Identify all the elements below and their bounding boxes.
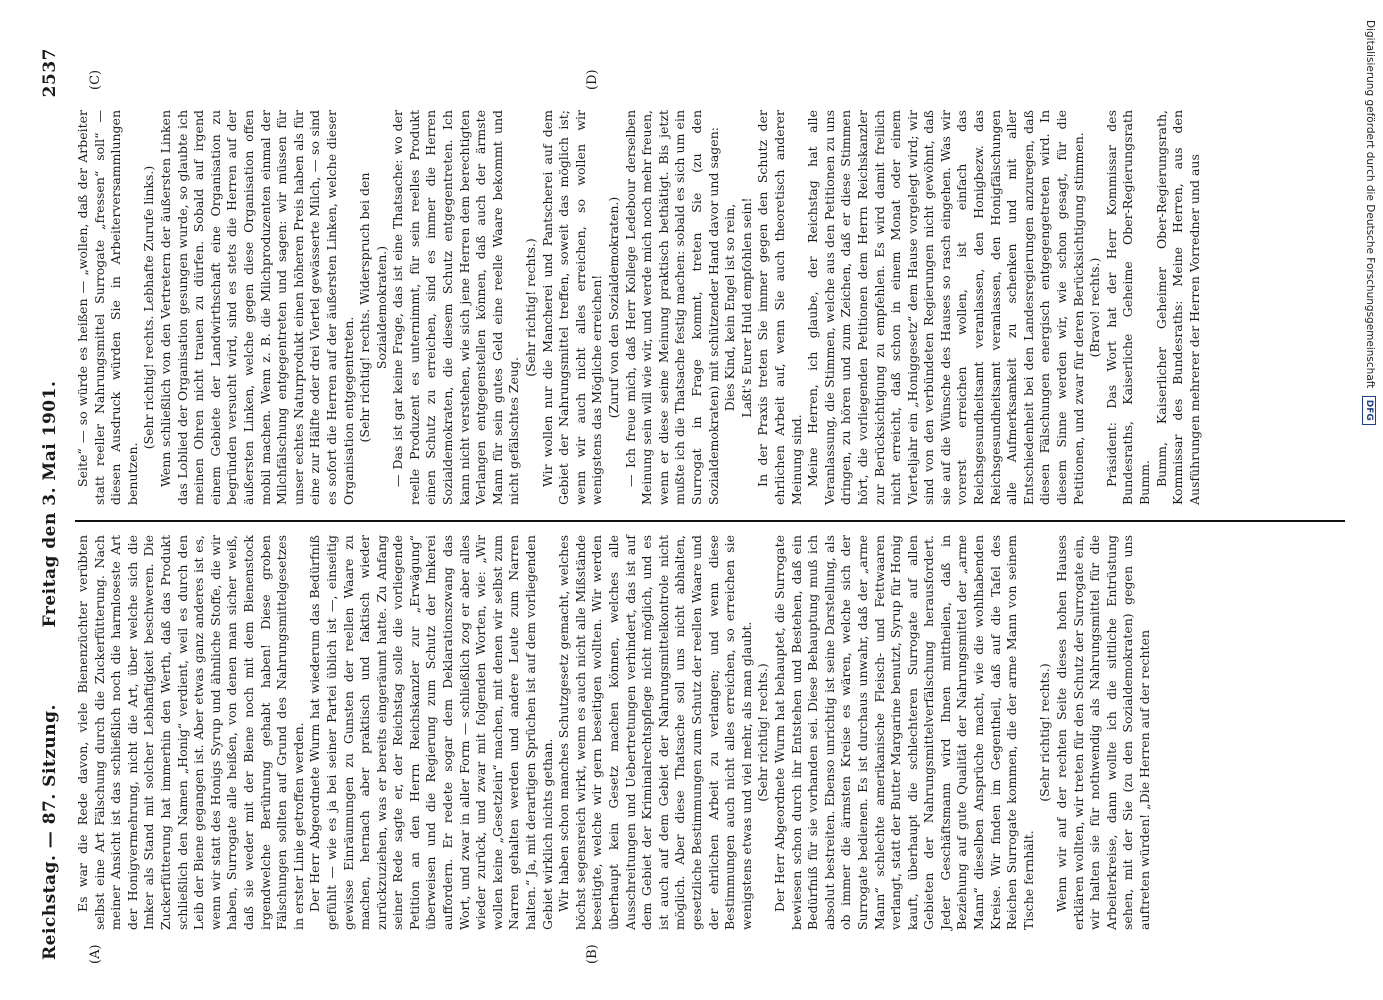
verse-line: Dies Kind, kein Engel ist so rein, [722, 203, 738, 412]
paragraph: Wenn wir auf der rechten Seite dieses hohen Hauses erklären wollten, wir treten für den Schutz der Surrogate ein, wir halten sie für nothwendig als Nahrungsmittel für die Arbeiterkreise, dann wollte ich die sittliche Entrüstung sehen, mit der Sie (zu den Sozialdemokraten) gegen uns auftreten würden! „Die Herren auf der rechten [1054, 535, 1152, 930]
interjection: (Sehr richtig! rechts. Lebhafte Zurufe links.) [141, 165, 157, 450]
interjection: (Sehr richtig! rechts.) [755, 663, 771, 802]
paragraph: — Das ist gar keine Frage, das ist eine Thatsache: wo der reelle Produzent es unternimmt, für sein reelles Produkt einen Schutz zu erreichen, sind es immer die Herren Sozialdemokraten, die diesem Schutz entgegentreten. Ich kann nicht verstehen, wie sich jene Herren dem berechtigten Verlangen entgegenstellen können, daß auch der ärmste Mann für sein gutes Geld eine reelle Waare bekommt und nicht gefälschtes Zeug. [390, 110, 522, 505]
page-number: 2537 [40, 48, 60, 98]
interjection: (Sehr richtig! rechts.) [1037, 663, 1053, 802]
paragraph: Präsident: Das Wort hat der Herr Kommissar des Bundesraths, Kaiserliche Geheime Ober-Regierungsrath Bumm. [1103, 110, 1152, 505]
paragraph: In der Praxis treten Sie immer gegen den Schutz der ehrlichen Arbeit auf, wenn Sie auch theoretisch anderer Meinung sind. [755, 110, 804, 505]
margin-mark-a: (A) [88, 944, 103, 964]
paragraph: Bumm, Kaiserlicher Geheimer Ober-Regierungsrath, Kommissar des Bundesraths: Meine Herren, aus den Ausführungen mehrerer der Herren Vorredner und aus [1153, 110, 1202, 505]
paragraph: Wir haben schon manches Schutzgesetz gemacht, welches höchst segensreich wirkt, wenn es auch nicht alle Mißstände beseitigte, welche wir gern beseitigen wollten. Wir werden überhaupt kein Gesetz machen können, welches alle Ausschreitungen und Uebertretungen verhindert, das ist auf dem Gebiet der Kriminalrechtspflege nicht möglich, und es ist auch auf dem Gebiet der Nahrungsmittelkontrole nicht möglich. Aber diese Thatsache soll uns nicht abhalten, gesetzliche Bestimmungen zum Schutz der reellen Waare und der ehrlichen Arbeit zu verlangen; und wenn diese Bestimmungen auch nicht alles erreichen, so erreichen sie wenigstens etwas und viel mehr, als man glaubt. [556, 535, 754, 930]
paragraph: — Ich freue mich, daß Herr Kollege Ledebour derselben Meinung sein will wie wir, und werde mich noch mehr freuen, wenn er diese seine Meinung praktisch bethätigt. Bis jetzt mußte ich die Thatsache festig machen: sobald es sich um ein Surrogat in Frage kommt, treten Sie (zu den Sozialdemokraten) mit schützender Hand davor und sagen: [622, 110, 721, 505]
column-divider [75, 520, 1345, 522]
interjection: (Sehr richtig! rechts. Widerspruch bei den Sozialdemokraten.) [357, 172, 389, 443]
paragraph: Meine Herren, ich glaube, der Reichstag hat alle Veranlassung, die Stimmen, welche aus den Petitionen zu uns dringen, zu hören und zum Zeichen, daß er diese Stimmen hört, die vorliegenden Petitionen dem Herrn Reichskanzler zur Berücksichtigung zu empfehlen. Es wird damit freilich nicht erreicht, daß schon in einem Monat oder einem Vierteljahr ein „Honiggesetz“ dem Hause vorgelegt wird; wir sind von den verbündeten Regierungen nicht gewöhnt, daß sie auf die Wünsche des Hauses so rasch eingehen. Was wir vorerst erreichen wollen, ist einfach das Reichsgesundheitsamt veranlassen, den Honigbezw. das Reichsgesundheitsamt veranlassen, den Honigfälschungen alle Aufmerksamkeit zu schenken und mit aller Entschiedenheit bei den Landesregierungen anzuregen, daß diesen Fälschungen energisch entgegengetreten wird. In diesem Sinne werden wir, wie schon gesagt, für die Petitionen, und zwar für deren Berücksichtigung stimmen. [805, 110, 1086, 505]
margin-mark-d: (D) [585, 69, 600, 90]
header-center: Freitag den 3. Mai 1901. [40, 380, 60, 628]
margin-mark-b: (B) [585, 944, 600, 964]
paragraph: Der Herr Abgeordnete Wurm hat behauptet, die Surrogate bewiesen schon durch ihr Entstehen und Bestehen, daß ein Bedürfniß für sie vorhanden sei. Diese Behauptung muß ich absolut bestreiten. Ebenso unrichtig ist seine Darstellung, als ob immer die ärmsten Kreise es wären, welche sich der Surrogate bedienen. Es ist durchaus unwahr, daß der „arme Mann“ schlechte amerikanische Fleisch- und Fettwaaren verlangt, statt der Butter Margarine benutzt, Syrup für Honig kauft, überhaupt die schlechteren Surrogate auf allen Gebieten der Nahrungsmittelverfälschung herausfordert. Jeder Geschäftsmann wird Ihnen mittheilen, daß in Beziehung auf gute Qualität der Nahrungsmittel der „arme Mann“ dieselben Ansprüche macht, wie die wohlhabenden Kreise. Wir finden im Gegentheil, daß auf die Tafel des Reichen Surrogate kommen, die der arme Mann von seinem Tische fernhält. [771, 535, 1036, 930]
dfg-logo: DFG [1362, 396, 1376, 425]
attribution-text: Digitalisierung gefördert durch die Deutsche Forschungsgemeinschaft [1364, 20, 1376, 389]
header-left: Reichstag. — 87. Sitzung. [40, 704, 60, 960]
margin-mark-c: (C) [88, 69, 103, 90]
verse-line: Laßt's Eurer Huld empfohlen sein! [738, 197, 754, 418]
right-column [75, 110, 1345, 505]
interjection: (Zuruf von den Sozialdemokraten.) [606, 196, 621, 419]
paragraph: Der Herr Abgeordnete Wurm hat wiederum das Bedürfniß gefühlt — wie es ja bei seiner Partei üblich ist —, einseitig gewisse Einräumungen zu Gunsten der reellen Waare zu machen, hernach aber praktisch und faktisch wieder zurückzuziehen, was er bereits eingeräumt hatte. Zu Anfang seiner Rede sagte er, der Reichstag solle die vorliegende Petition an den Herrn Reichskanzler zur „Erwägung“ überweisen und die Regierung zum Schutz der Imkerei auffordern. Er redete sogar dem Deklarationszwang das Wort, und zwar in aller Form — schließlich zog er aber alles wieder zurück, und zwar mit folgenden Worten, wie: „Wir wollen keine „Gesetzlein“ machen, mit denen wir selbst zum Narren gehalten werden und andere Leute zum Narren halten.“ Ja, mit derartigen Sprüchen ist auf dem vorliegenden Gebiet wirklich nichts gethan. [307, 535, 555, 930]
interjection: (Sehr richtig! rechts.) [523, 238, 539, 377]
paragraph: Seite“ — so würde es heißen — „wollen, daß der Arbeiter statt reeller Nahrungsmittel Surrogate „fressen“ soll“ — diesen Ausdruck würden Sie in Arbeiterversammlungen benutzen. [75, 110, 140, 505]
paragraph: Wir wollen nur die Mancherei und Pantscherei auf dem Gebiet der Nahrungsmittel treffen, soweit das möglich ist; wenn wir auch nicht alles erreichen, so wollen wir wenigstens das Mögliche erreichen! [539, 110, 605, 505]
page-header [40, 48, 70, 960]
paragraph: Wenn schließlich von den Vertretern der äußersten Linken das Loblied der Organisation gesungen wurde, so glaubte ich meinen Ohren nicht trauen zu dürfen. Sobald auf irgend einem Gebiete der Landwirthschaft eine Organisation zu begründen versucht wird, sind es stets die Herren auf der äußersten Linken, welche gegen diese Organisation offen mobil machen. Wenn z. B. die Milchproduzenten einmal der Milchfälschung entgegentreten und sagen: wir müssen für unser echtes Naturprodukt einen höheren Preis haben als für eine zur Hälfte oder drei Viertel gewässerte Milch, — so sind es sofort die Herren auf der äußersten Linken, welche dieser Organisation entgegentreten. [157, 110, 356, 505]
digitization-attribution [1362, 20, 1378, 980]
interjection: (Bravo! rechts.) [1087, 257, 1103, 358]
paragraph: Es war die Rede davon, viele Bienenzüchter verübten selbst eine Art Fälschung durch die Zuckerfütterung. Nach meiner Ansicht ist das schließlich noch die harmloseste Art der Honigvermehrung, nicht die Art, über welche sich die Imker als Stand mit solcher Lebhaftigkeit beschweren. Die Zuckerfütterung hat immerhin den Werth, daß das Produkt schließlich den Namen „Honig“ verdient, weil es durch den Leib der Biene gegangen ist. Aber etwas ganz anderes ist es, wenn wir statt des Honigs Syrup und ähnliche Stoffe, die wir haben, Surrogate alle heißen, von denen man sicher weiß, daß sie weder mit der Biene noch mit dem Bienenstock irgendwelche Berührung gehabt haben! Diese groben Fälschungen sollten auf Grund des Nahrungsmittelgesetzes in erster Linie getroffen werden. [75, 535, 306, 930]
left-column [75, 535, 1345, 930]
